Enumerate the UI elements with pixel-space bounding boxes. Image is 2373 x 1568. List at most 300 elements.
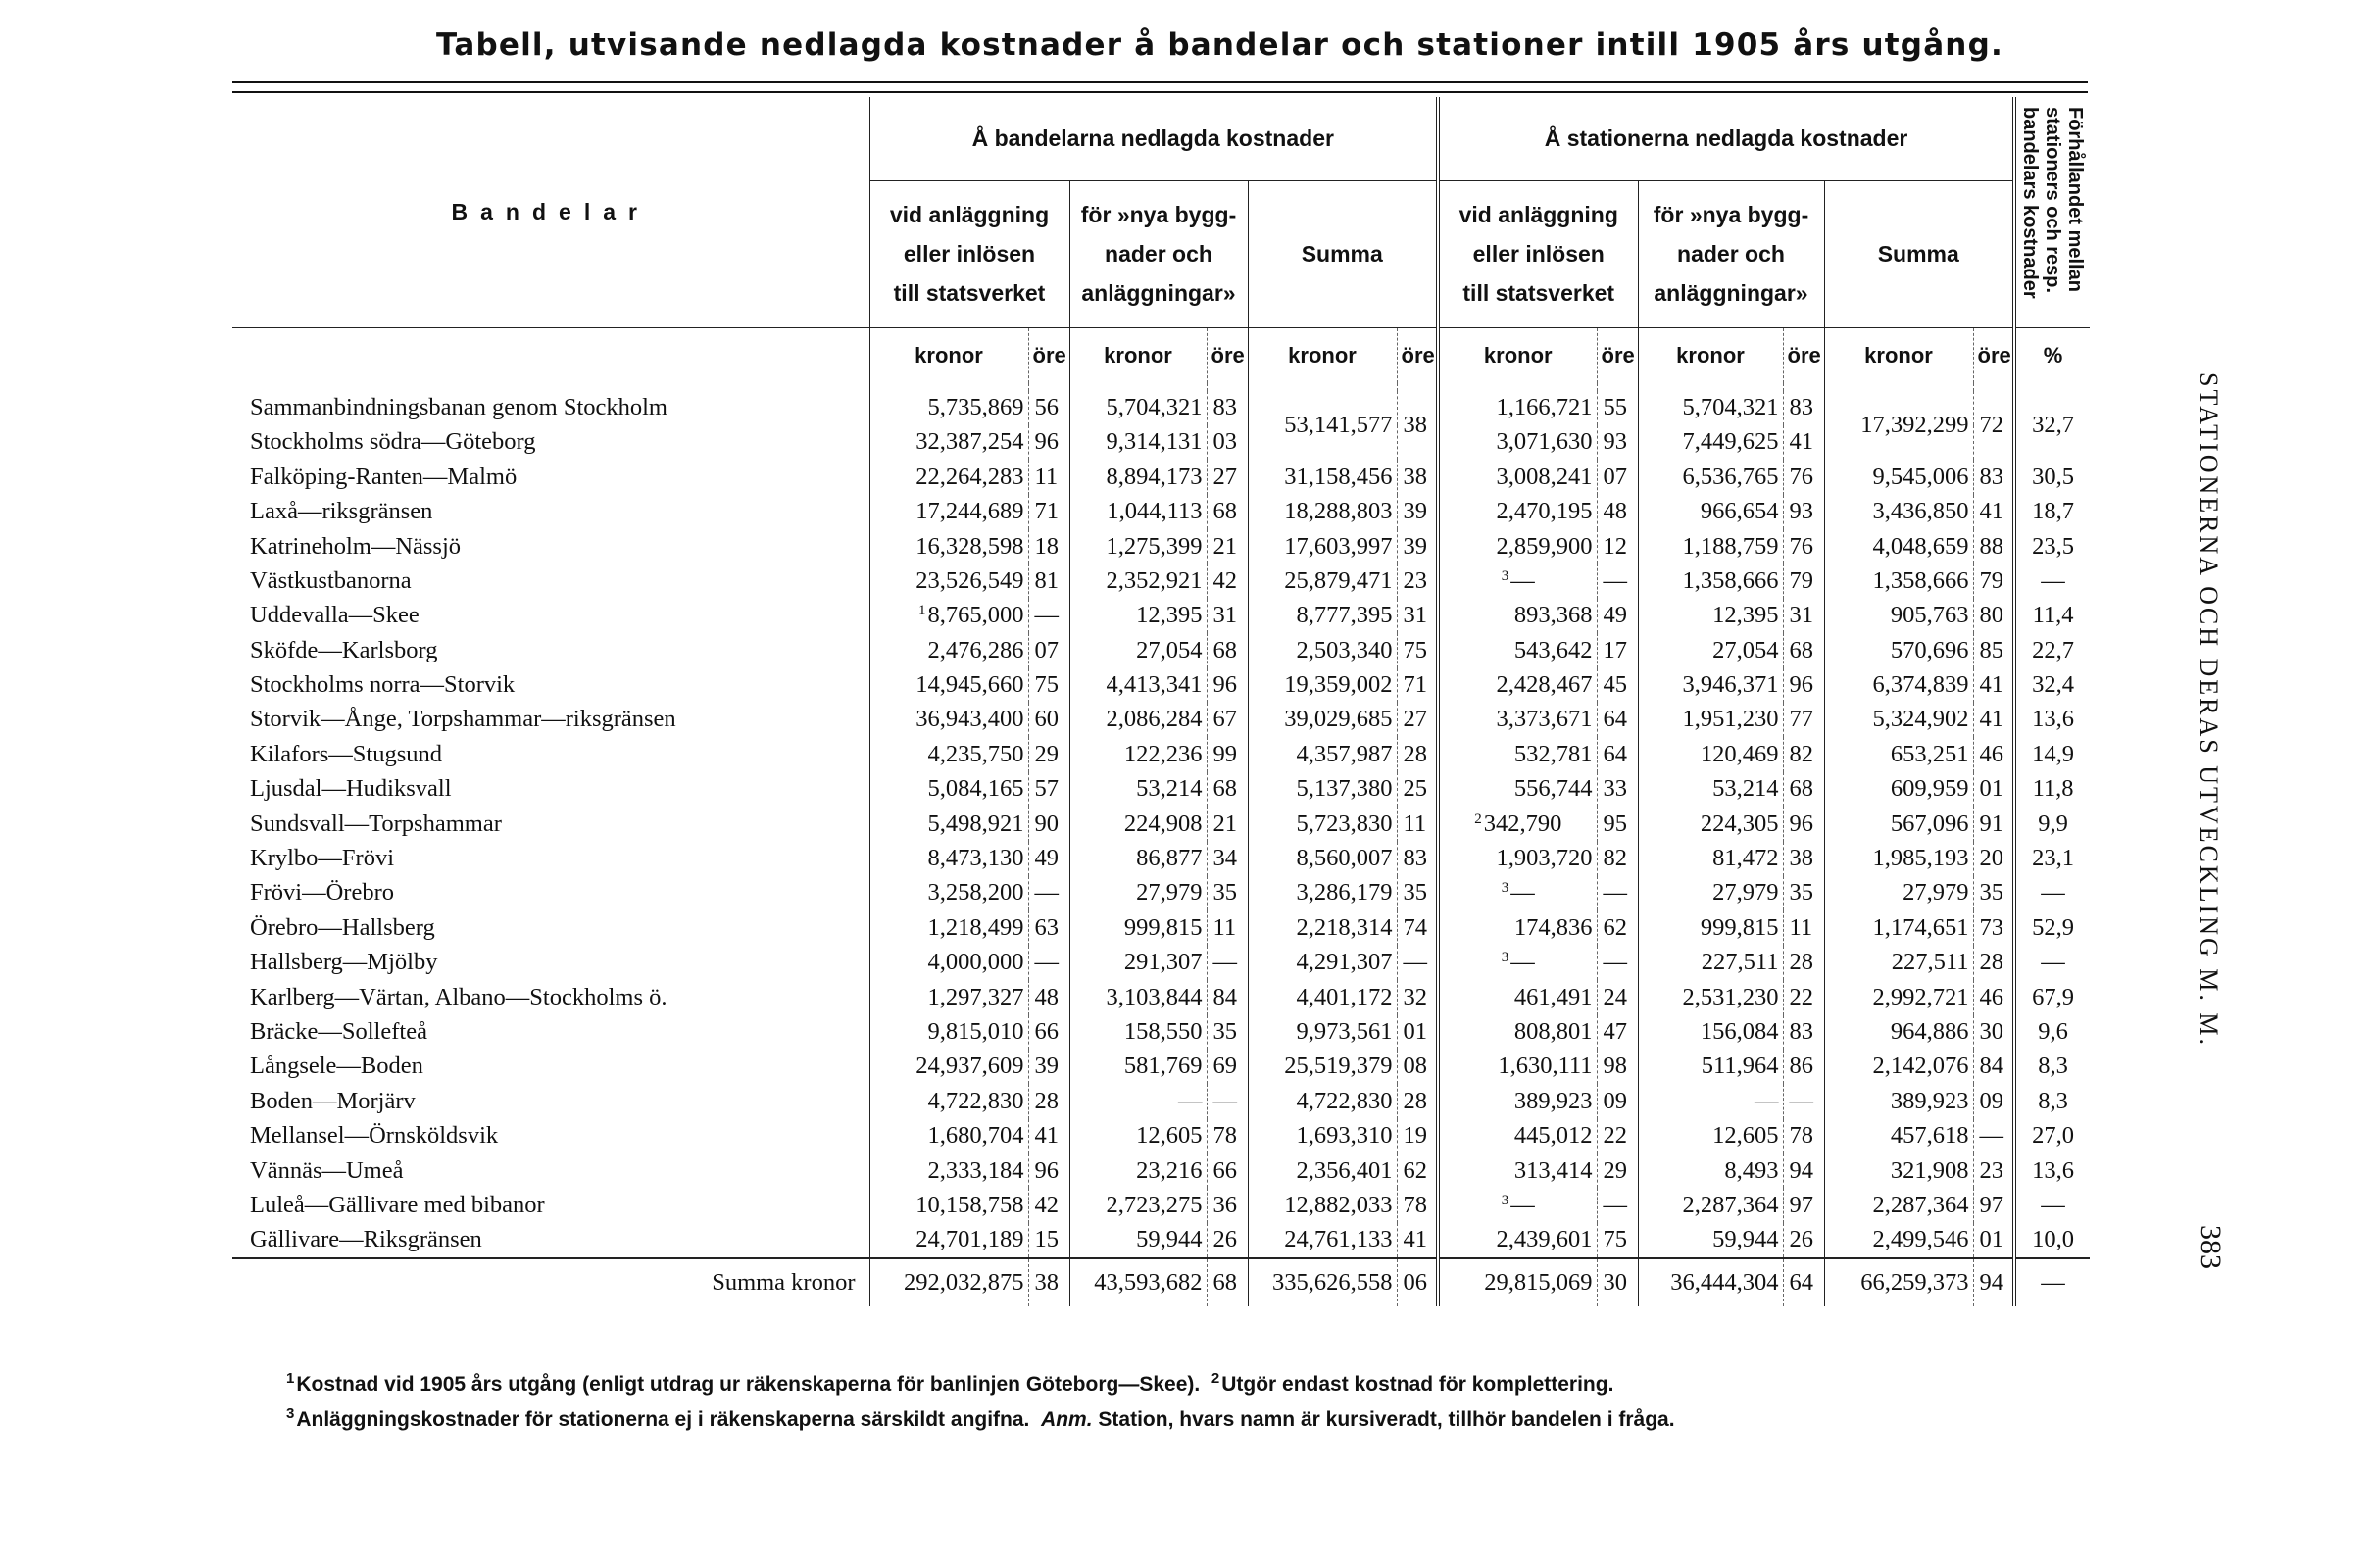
cell-s2o: 41 <box>1783 425 1824 460</box>
cell-b1 <box>869 599 1028 633</box>
cell-ss: 567,096 <box>1824 807 1973 841</box>
bandel-name: Luleå—Gällivare med bibanor <box>250 1191 545 1218</box>
cell-s1o: 64 <box>1597 703 1638 737</box>
cell-s2o: 79 <box>1783 564 1824 598</box>
cell-ss: 1,985,193 <box>1824 842 1973 876</box>
cell-sso: 35 <box>1973 876 2014 910</box>
cell-s2o: 93 <box>1783 495 1824 529</box>
merged-bso: 38 <box>1397 391 1438 461</box>
cell-b2o: 26 <box>1207 1223 1248 1258</box>
cell-value: — <box>1510 566 1535 594</box>
cell-sso: 97 <box>1973 1188 2014 1222</box>
cell-b2o: 27 <box>1207 460 1248 494</box>
table-row <box>232 1050 2090 1084</box>
page-number: 383 <box>2195 1225 2227 1269</box>
cell-pct: — <box>2014 1188 2090 1222</box>
cell-sso: 41 <box>1973 495 2014 529</box>
cell-b1o: 71 <box>1028 495 1069 529</box>
table-row <box>232 1084 2090 1118</box>
cell-b1: 1,297,327 <box>869 980 1028 1014</box>
cell-b2o: 78 <box>1207 1119 1248 1153</box>
table-row <box>232 772 2090 807</box>
cell-s1: 445,012 <box>1438 1119 1597 1153</box>
cell-b1o: — <box>1028 599 1069 633</box>
table-row <box>232 910 2090 945</box>
b-nya-line-2: nader och <box>1105 240 1212 267</box>
merged-pct: 32,7 <box>2014 391 2090 461</box>
cell-s2: 27,979 <box>1638 876 1783 910</box>
cell-b1: 5,735,869 <box>869 391 1028 425</box>
cell-ss: 1,358,666 <box>1824 564 1973 598</box>
cell-bs: 5,137,380 <box>1248 772 1397 807</box>
cell-pct: 27,0 <box>2014 1119 2090 1153</box>
merged-sso: 72 <box>1973 391 2014 461</box>
cell-b1o: 56 <box>1028 391 1069 425</box>
s-anl-line-2: eller inlösen <box>1472 240 1605 267</box>
cell-b2o: 35 <box>1207 876 1248 910</box>
cell-s1: 1,630,111 <box>1438 1050 1597 1084</box>
cell-s2o: 68 <box>1783 772 1824 807</box>
cell-s2o: 96 <box>1783 807 1824 841</box>
cell-b2: 8,894,173 <box>1069 460 1207 494</box>
cell-s2o: — <box>1783 1084 1824 1118</box>
footnotes <box>286 1364 1675 1435</box>
bandel-name: Laxå—riksgränsen <box>250 498 433 525</box>
table-row <box>232 737 2090 771</box>
total-bs: 335,626,558 <box>1248 1258 1397 1306</box>
cell-s2: 2,531,230 <box>1638 980 1783 1014</box>
table-row <box>232 1015 2090 1050</box>
stationer-group-header: Å stationerna nedlagda kostnader <box>1438 97 2014 180</box>
cell-b2o: 36 <box>1207 1188 1248 1222</box>
forhallande-header <box>2014 97 2090 327</box>
bandel-name: Ljusdal—Hudiksvall <box>250 775 452 803</box>
cell-bs: 1,693,310 <box>1248 1119 1397 1153</box>
total-b1: 292,032,875 <box>869 1258 1028 1306</box>
title-rule-second <box>232 91 2088 93</box>
cell-s2: 7,449,625 <box>1638 425 1783 460</box>
table-row <box>232 1223 2090 1258</box>
cell-b1: 2,476,286 <box>869 633 1028 667</box>
footnote-marker: 3 <box>1501 567 1509 584</box>
cell-s1o: 62 <box>1597 910 1638 945</box>
cell-s1o: — <box>1597 1188 1638 1222</box>
cell-b1: 8,473,130 <box>869 842 1028 876</box>
cell-sso: 28 <box>1973 946 2014 980</box>
bandel-name: Falköping-Ranten—Malmö <box>250 463 518 490</box>
table-row <box>232 529 2090 564</box>
cell-sso: 83 <box>1973 460 2014 494</box>
cell-bso: 71 <box>1397 668 1438 703</box>
cell-sso: 80 <box>1973 599 2014 633</box>
total-b2: 43,593,682 <box>1069 1258 1207 1306</box>
cell-bs: 8,777,395 <box>1248 599 1397 633</box>
cell-s1: 389,923 <box>1438 1084 1597 1118</box>
cell-pct: 9,6 <box>2014 1015 2090 1050</box>
anm-label: Anm. <box>1041 1408 1093 1431</box>
cell-s1o: — <box>1597 876 1638 910</box>
s-nya-line-1: för »nya bygg- <box>1653 201 1809 227</box>
cell-b1: 5,084,165 <box>869 772 1028 807</box>
cell-bso: 25 <box>1397 772 1438 807</box>
cell-b1o: 18 <box>1028 529 1069 564</box>
cell-sso: 84 <box>1973 1050 2014 1084</box>
cell-s2o: 28 <box>1783 946 1824 980</box>
cell-bs: 4,722,830 <box>1248 1084 1397 1118</box>
b-anl-line-1: vid anläggning <box>889 201 1050 227</box>
cell-bso: 08 <box>1397 1050 1438 1084</box>
cell-bso: 23 <box>1397 564 1438 598</box>
cell-s2o: 97 <box>1783 1188 1824 1222</box>
cell-value: — <box>1510 1191 1535 1218</box>
cell-bso: 39 <box>1397 529 1438 564</box>
unit-pct: % <box>2014 327 2090 383</box>
bandel-name: Storvik—Ånge, Torpshammar—riksgränsen <box>250 706 676 733</box>
bandel-name: Karlberg—Värtan, Albano—Stockholms ö. <box>250 983 667 1010</box>
cell-b2: 23,216 <box>1069 1153 1207 1188</box>
table-row <box>232 807 2090 841</box>
total-bs-ore: 06 <box>1397 1258 1438 1306</box>
cell-s2o: 83 <box>1783 1015 1824 1050</box>
cell-ss: 227,511 <box>1824 946 1973 980</box>
cell-bso: 74 <box>1397 910 1438 945</box>
cell-s1o: 82 <box>1597 842 1638 876</box>
unit-ore: öre <box>1783 327 1824 383</box>
footnote-line-1: $^1$Kostnad vid 1905 års utgång (enligt utdrag ur räkenskaperna för banlinjen Göteborg—Skee). $^2$Utgör endast kostnad för komplettering. <box>286 1370 1614 1396</box>
cell-b2: — <box>1069 1084 1207 1118</box>
cell-s2: 27,054 <box>1638 633 1783 667</box>
cell-b2o: 68 <box>1207 495 1248 529</box>
cell-bs: 31,158,456 <box>1248 460 1397 494</box>
cell-s2: 53,214 <box>1638 772 1783 807</box>
bandel-name: Mellansel—Örnsköldsvik <box>250 1122 499 1150</box>
cell-s2: 3,946,371 <box>1638 668 1783 703</box>
cell-b2: 2,352,921 <box>1069 564 1207 598</box>
unit-blank <box>232 327 869 383</box>
cell-bs: 2,218,314 <box>1248 910 1397 945</box>
total-b1-ore: 38 <box>1028 1258 1069 1306</box>
table-row <box>232 495 2090 529</box>
s-nya-header <box>1638 180 1824 327</box>
cell-b2: 581,769 <box>1069 1050 1207 1084</box>
cell-s1o: — <box>1597 564 1638 598</box>
cell-bs: 25,519,379 <box>1248 1050 1397 1084</box>
cell-s1: 893,368 <box>1438 599 1597 633</box>
cell-s1: 2,439,601 <box>1438 1223 1597 1258</box>
cell-s1 <box>1438 876 1597 910</box>
cell-s1: 3,071,630 <box>1438 425 1597 460</box>
bandel-name: Sammanbindningsbanan genom Stockholm <box>250 393 667 420</box>
cell-pct: 13,6 <box>2014 703 2090 737</box>
cell-bs: 17,603,997 <box>1248 529 1397 564</box>
cell-sso: 01 <box>1973 1223 2014 1258</box>
cell-bs: 3,286,179 <box>1248 876 1397 910</box>
cell-ss: 653,251 <box>1824 737 1973 771</box>
cell-b1: 5,498,921 <box>869 807 1028 841</box>
cell-pct: 18,7 <box>2014 495 2090 529</box>
s-nya-line-2: nader och <box>1677 240 1785 267</box>
cell-b1o: — <box>1028 946 1069 980</box>
cell-bs: 8,560,007 <box>1248 842 1397 876</box>
cell-b1: 4,722,830 <box>869 1084 1028 1118</box>
cell-b1: 36,943,400 <box>869 703 1028 737</box>
cell-b1o: 11 <box>1028 460 1069 494</box>
cell-s1: 3,008,241 <box>1438 460 1597 494</box>
cell-b1o: 42 <box>1028 1188 1069 1222</box>
cell-pct: 9,9 <box>2014 807 2090 841</box>
cell-s2o: 22 <box>1783 980 1824 1014</box>
cell-s1 <box>1438 807 1597 841</box>
cell-bs: 2,503,340 <box>1248 633 1397 667</box>
cell-sso: 85 <box>1973 633 2014 667</box>
cell-s2o: 68 <box>1783 633 1824 667</box>
cell-sso: 20 <box>1973 842 2014 876</box>
cell-s1 <box>1438 1188 1597 1222</box>
unit-ore: öre <box>1397 327 1438 383</box>
cell-s1o: 55 <box>1597 391 1638 425</box>
cell-b2o: 34 <box>1207 842 1248 876</box>
cell-b2o: 31 <box>1207 599 1248 633</box>
cell-b2: 158,550 <box>1069 1015 1207 1050</box>
unit-ore: öre <box>1207 327 1248 383</box>
cell-ss: 3,436,850 <box>1824 495 1973 529</box>
cell-s1o: 98 <box>1597 1050 1638 1084</box>
total-b2-ore: 68 <box>1207 1258 1248 1306</box>
cell-b2: 59,944 <box>1069 1223 1207 1258</box>
cell-s1o: 17 <box>1597 633 1638 667</box>
forhallande-line-1: Förhållandet mellan <box>2064 107 2087 292</box>
cell-pct: — <box>2014 946 2090 980</box>
cell-pct: 8,3 <box>2014 1050 2090 1084</box>
cell-s1o: 07 <box>1597 460 1638 494</box>
cell-b2o: — <box>1207 946 1248 980</box>
cell-bs: 24,761,133 <box>1248 1223 1397 1258</box>
cell-ss: 609,959 <box>1824 772 1973 807</box>
cell-bs: 12,882,033 <box>1248 1188 1397 1222</box>
cell-b1o: 96 <box>1028 425 1069 460</box>
cell-bs: 18,288,803 <box>1248 495 1397 529</box>
cell-s2o: 94 <box>1783 1153 1824 1188</box>
cell-s1: 532,781 <box>1438 737 1597 771</box>
cell-s1: 1,903,720 <box>1438 842 1597 876</box>
b-summa-header: Summa <box>1248 180 1438 327</box>
total-ss: 66,259,373 <box>1824 1258 1973 1306</box>
cell-b2: 999,815 <box>1069 910 1207 945</box>
cell-s1o: 47 <box>1597 1015 1638 1050</box>
total-s2: 36,444,304 <box>1638 1258 1783 1306</box>
cell-bs: 9,973,561 <box>1248 1015 1397 1050</box>
bandel-name: Kilafors—Stugsund <box>250 740 442 767</box>
unit-kronor: kronor <box>1248 327 1397 383</box>
cell-pct: 10,0 <box>2014 1223 2090 1258</box>
cell-s1o: 93 <box>1597 425 1638 460</box>
cell-b1: 22,264,283 <box>869 460 1028 494</box>
bandel-name: Hallsberg—Mjölby <box>250 949 438 976</box>
cell-b2: 122,236 <box>1069 737 1207 771</box>
bandel-name: Örebro—Hallsberg <box>250 913 435 941</box>
cell-s1o: 29 <box>1597 1153 1638 1188</box>
cell-b2: 53,214 <box>1069 772 1207 807</box>
cell-s1o: 12 <box>1597 529 1638 564</box>
cell-b1o: 57 <box>1028 772 1069 807</box>
cell-b2o: 35 <box>1207 1015 1248 1050</box>
cell-bso: 28 <box>1397 737 1438 771</box>
cell-s1o: 95 <box>1597 807 1638 841</box>
cell-s1: 808,801 <box>1438 1015 1597 1050</box>
bandel-name: Uddevalla—Skee <box>250 602 420 629</box>
cell-bso: 39 <box>1397 495 1438 529</box>
table-row <box>232 980 2090 1014</box>
cell-sso: 41 <box>1973 703 2014 737</box>
cell-b2: 1,044,113 <box>1069 495 1207 529</box>
bandel-name: Gällivare—Riksgränsen <box>250 1226 482 1253</box>
cell-ss: 9,545,006 <box>1824 460 1973 494</box>
cell-bs: 4,291,307 <box>1248 946 1397 980</box>
merged-bs: 53,141,577 <box>1248 391 1397 461</box>
cell-ss: 570,696 <box>1824 633 1973 667</box>
cell-s2: 227,511 <box>1638 946 1783 980</box>
cell-ss: 905,763 <box>1824 599 1973 633</box>
table-row <box>232 391 2090 425</box>
cell-b2o: 66 <box>1207 1153 1248 1188</box>
cell-pct: 67,9 <box>2014 980 2090 1014</box>
cell-s1o: — <box>1597 946 1638 980</box>
cell-bs: 2,356,401 <box>1248 1153 1397 1188</box>
cell-s1o: 45 <box>1597 668 1638 703</box>
cell-s2o: 77 <box>1783 703 1824 737</box>
cell-pct: 11,8 <box>2014 772 2090 807</box>
cell-b1o: 60 <box>1028 703 1069 737</box>
cell-ss: 5,324,902 <box>1824 703 1973 737</box>
cell-b1: 23,526,549 <box>869 564 1028 598</box>
cell-b1o: 29 <box>1028 737 1069 771</box>
cell-b1: 24,937,609 <box>869 1050 1028 1084</box>
cell-sso: 30 <box>1973 1015 2014 1050</box>
cell-s2o: 76 <box>1783 460 1824 494</box>
cell-bso: 62 <box>1397 1153 1438 1188</box>
cell-b2: 2,086,284 <box>1069 703 1207 737</box>
bandelar-header: Bandelar <box>232 97 869 327</box>
cell-s2: 120,469 <box>1638 737 1783 771</box>
cell-b2o: 99 <box>1207 737 1248 771</box>
cell-value: 8,765,000 <box>927 602 1024 629</box>
cell-pct: 52,9 <box>2014 910 2090 945</box>
footnote-marker: 2 <box>1474 810 1482 827</box>
bandel-name: Bräcke—Sollefteå <box>250 1017 427 1045</box>
cell-b1o: 39 <box>1028 1050 1069 1084</box>
cell-bs: 19,359,002 <box>1248 668 1397 703</box>
cell-sso: 88 <box>1973 529 2014 564</box>
table-row <box>232 703 2090 737</box>
bandel-name: Katrineholm—Nässjö <box>250 532 462 560</box>
cell-b1o: 66 <box>1028 1015 1069 1050</box>
s-anlaggning-header <box>1438 180 1638 327</box>
cell-b2o: 21 <box>1207 529 1248 564</box>
cell-s2o: 82 <box>1783 737 1824 771</box>
cell-s2: 5,704,321 <box>1638 391 1783 425</box>
total-label: Summa kronor <box>232 1258 869 1306</box>
cell-b1o: 28 <box>1028 1084 1069 1118</box>
table-row <box>232 1119 2090 1153</box>
cell-value: — <box>1510 879 1535 906</box>
cell-s2: 1,358,666 <box>1638 564 1783 598</box>
cell-s1: 313,414 <box>1438 1153 1597 1188</box>
cell-pct: 13,6 <box>2014 1153 2090 1188</box>
table-row <box>232 1153 2090 1188</box>
cell-s1: 174,836 <box>1438 910 1597 945</box>
cell-pct: — <box>2014 876 2090 910</box>
cell-s2o: 78 <box>1783 1119 1824 1153</box>
cell-s2o: 11 <box>1783 910 1824 945</box>
cell-pct: 11,4 <box>2014 599 2090 633</box>
forhallande-line-3: bandelars kostnader <box>2019 107 2042 299</box>
cell-bso: 32 <box>1397 980 1438 1014</box>
cell-s2: 224,305 <box>1638 807 1783 841</box>
cell-s2: 156,084 <box>1638 1015 1783 1050</box>
cell-bso: 11 <box>1397 807 1438 841</box>
b-nya-line-1: för »nya bygg- <box>1080 201 1237 227</box>
cell-b1o: 63 <box>1028 910 1069 945</box>
cell-ss: 457,618 <box>1824 1119 1973 1153</box>
cell-b1: 1,680,704 <box>869 1119 1028 1153</box>
cell-bso: 27 <box>1397 703 1438 737</box>
cell-b2: 12,605 <box>1069 1119 1207 1153</box>
table-row <box>232 668 2090 703</box>
cell-sso: 41 <box>1973 668 2014 703</box>
cell-bs: 25,879,471 <box>1248 564 1397 598</box>
cell-s2o: 38 <box>1783 842 1824 876</box>
cell-sso: 46 <box>1973 980 2014 1014</box>
b-anl-line-2: eller inlösen <box>903 240 1036 267</box>
cell-ss: 321,908 <box>1824 1153 1973 1188</box>
cell-s2: 8,493 <box>1638 1153 1783 1188</box>
cell-ss: 6,374,839 <box>1824 668 1973 703</box>
cell-bso: 01 <box>1397 1015 1438 1050</box>
title-rule <box>232 81 2088 83</box>
table-row <box>232 946 2090 980</box>
cell-bso: 38 <box>1397 460 1438 494</box>
b-nya-line-3: anläggningar» <box>1081 280 1236 307</box>
cell-s1o: 09 <box>1597 1084 1638 1118</box>
footnote-2: Utgör endast kostnad för komplettering. <box>1221 1373 1614 1396</box>
bandel-name: Krylbo—Frövi <box>250 845 394 872</box>
cell-b2o: 67 <box>1207 703 1248 737</box>
cell-value: — <box>1510 949 1535 976</box>
cell-s1 <box>1438 564 1597 598</box>
total-s1: 29,815,069 <box>1438 1258 1597 1306</box>
cell-b2o: 42 <box>1207 564 1248 598</box>
bandel-name: Vännäs—Umeå <box>250 1156 404 1184</box>
cell-s1: 2,859,900 <box>1438 529 1597 564</box>
side-header: STATIONERNA OCH DERAS UTVECKLING M. M. <box>2195 372 2223 1048</box>
cell-b2o: 96 <box>1207 668 1248 703</box>
b-anlaggning-header <box>869 180 1069 327</box>
cell-b2: 27,054 <box>1069 633 1207 667</box>
total-s2-ore: 64 <box>1783 1258 1824 1306</box>
cell-b1o: 41 <box>1028 1119 1069 1153</box>
footnote-marker: 3 <box>1501 880 1509 897</box>
cell-s1o: 75 <box>1597 1223 1638 1258</box>
cell-s2: 59,944 <box>1638 1223 1783 1258</box>
cell-pct: 22,7 <box>2014 633 2090 667</box>
cell-s1 <box>1438 946 1597 980</box>
cell-ss: 1,174,651 <box>1824 910 1973 945</box>
cell-sso: — <box>1973 1119 2014 1153</box>
footnote-marker: 3 <box>1501 1192 1509 1208</box>
cell-ss: 2,142,076 <box>1824 1050 1973 1084</box>
cell-s2o: 83 <box>1783 391 1824 425</box>
cell-sso: 91 <box>1973 807 2014 841</box>
